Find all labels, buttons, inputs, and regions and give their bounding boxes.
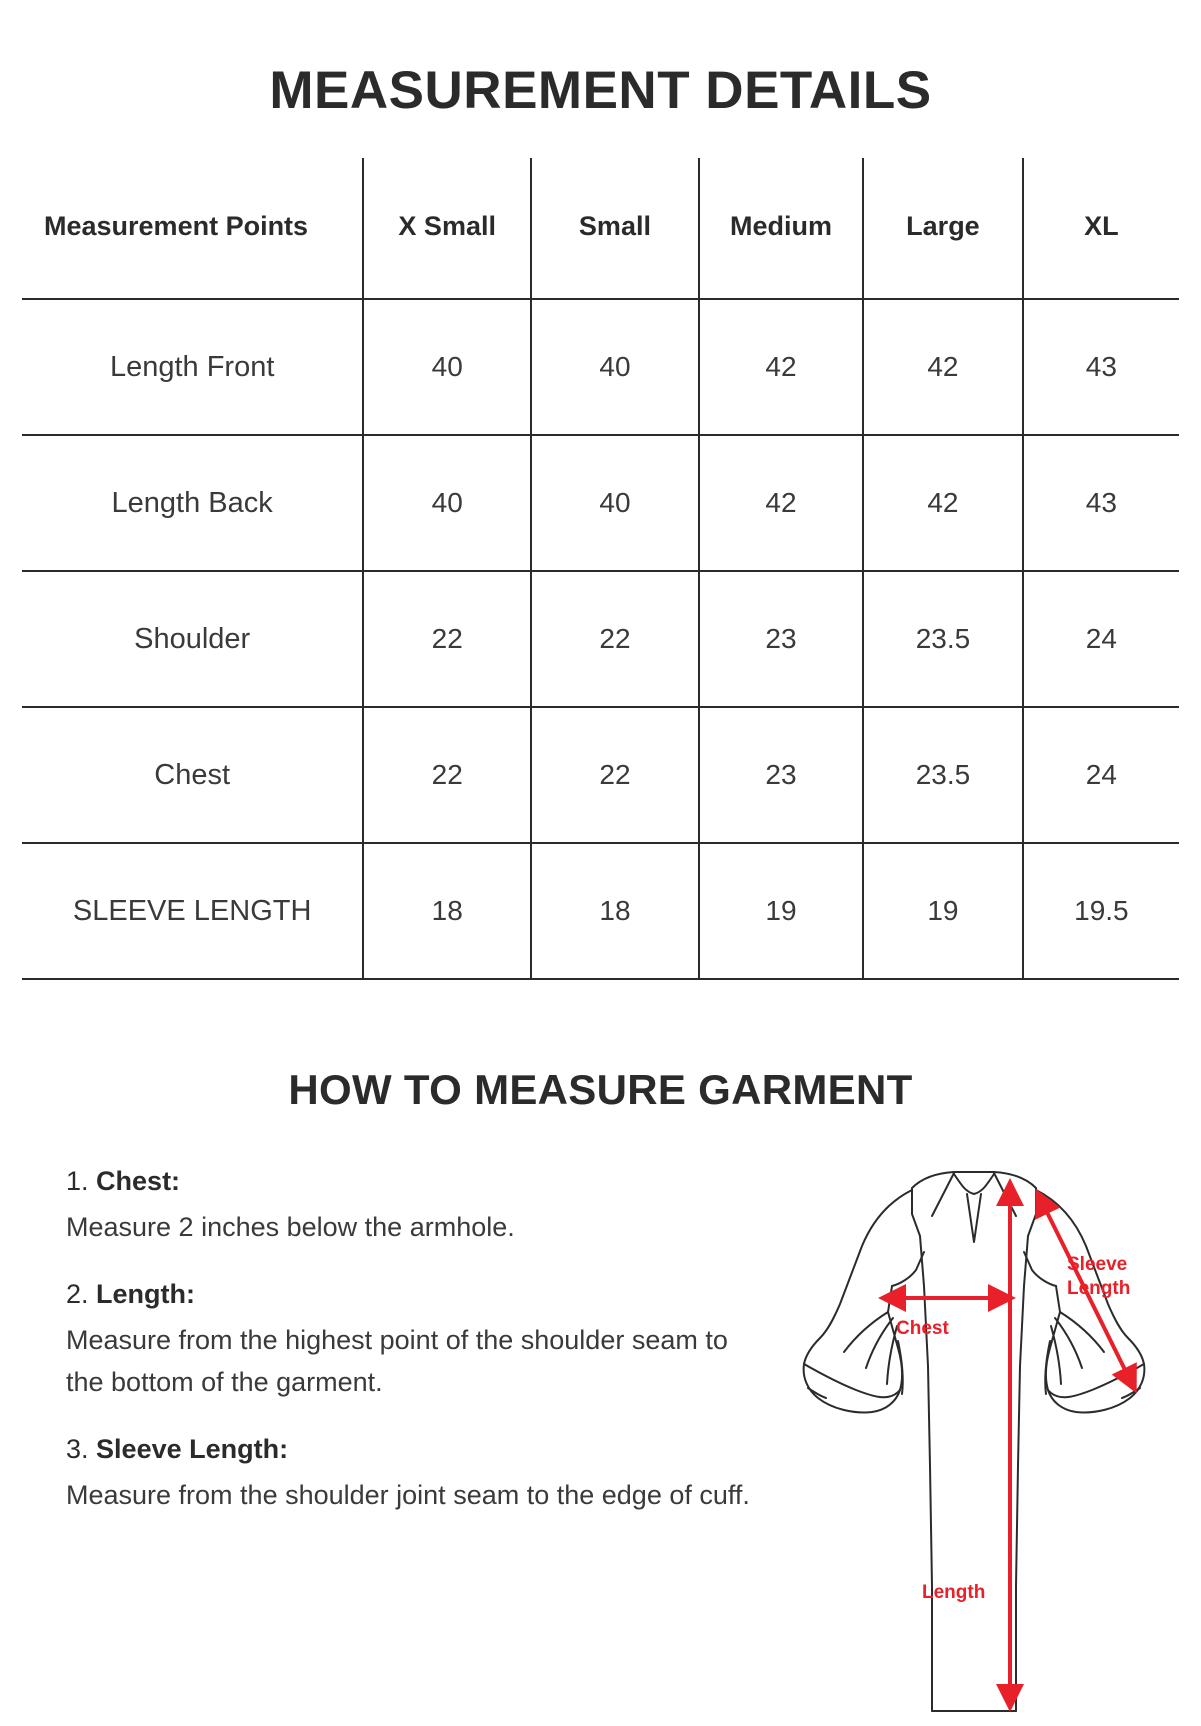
cell-shoulder-x-small: 22 — [363, 571, 531, 707]
cell-length-back-medium: 42 — [699, 435, 863, 571]
instruction-text: Measure from the highest point of the shoulder seam to the bottom of the garment. — [66, 1325, 728, 1398]
table-row — [22, 707, 1179, 843]
row-label-sleeve-length: SLEEVE LENGTH — [22, 843, 363, 979]
measurement-table — [22, 158, 1179, 980]
cell-length-front-medium: 42 — [699, 299, 863, 435]
row-label-chest: Chest — [22, 707, 363, 843]
column-header-small: Small — [531, 158, 699, 299]
cell-shoulder-xl: 24 — [1023, 571, 1179, 707]
column-header-x-small: X Small — [363, 158, 531, 299]
table-row — [22, 571, 1179, 707]
cell-chest-medium: 23 — [699, 707, 863, 843]
cell-chest-small: 22 — [531, 707, 699, 843]
column-header-measurement-points: Measurement Points — [22, 158, 363, 299]
instruction-item-chest — [66, 1162, 756, 1249]
cell-sleeve-length-medium: 19 — [699, 843, 863, 979]
cell-shoulder-medium: 23 — [699, 571, 863, 707]
instruction-text: Measure from the shoulder joint seam to the edge of cuff. — [66, 1480, 750, 1511]
column-header-xl: XL — [1023, 158, 1179, 299]
instruction-item-length — [66, 1275, 756, 1404]
instructions-list — [66, 1162, 756, 1543]
section-title-how-to-measure: HOW TO MEASURE GARMENT — [288, 1066, 913, 1114]
instruction-number: 1. — [66, 1166, 89, 1197]
instruction-term: Sleeve Length: — [96, 1434, 289, 1465]
cell-length-back-x-small: 40 — [363, 435, 531, 571]
dress-outline — [804, 1172, 1145, 1711]
instruction-heading — [66, 1275, 756, 1314]
table-row — [22, 299, 1179, 435]
cell-length-front-xl: 43 — [1023, 299, 1179, 435]
page-title: MEASUREMENT DETAILS — [269, 61, 932, 120]
cell-length-back-small: 40 — [531, 435, 699, 571]
table-header-row — [22, 158, 1179, 299]
row-label-length-front: Length Front — [22, 299, 363, 435]
row-label-shoulder: Shoulder — [22, 571, 363, 707]
chest-label: Chest — [896, 1318, 949, 1340]
instruction-term: Chest: — [96, 1166, 181, 1197]
how-to-measure-section — [0, 1162, 1201, 1726]
garment-diagram — [762, 1166, 1162, 1726]
instruction-number: 3. — [66, 1434, 89, 1465]
instruction-term: Length: — [96, 1279, 196, 1310]
measurement-table-container — [12, 158, 1189, 980]
instruction-text: Measure 2 inches below the armhole. — [66, 1212, 515, 1243]
table-row — [22, 843, 1179, 979]
cell-length-back-xl: 43 — [1023, 435, 1179, 571]
cell-chest-x-small: 22 — [363, 707, 531, 843]
dress-illustration-svg — [762, 1166, 1162, 1726]
cell-length-front-large: 42 — [863, 299, 1023, 435]
column-header-medium: Medium — [699, 158, 863, 299]
column-header-large: Large — [863, 158, 1023, 299]
cell-shoulder-large: 23.5 — [863, 571, 1023, 707]
instruction-heading — [66, 1162, 756, 1201]
table-header — [22, 158, 1179, 299]
row-label-length-back: Length Back — [22, 435, 363, 571]
cell-chest-large: 23.5 — [863, 707, 1023, 843]
cell-length-back-large: 42 — [863, 435, 1023, 571]
length-label: Length — [922, 1582, 986, 1604]
cell-length-front-small: 40 — [531, 299, 699, 435]
cell-sleeve-length-xl: 19.5 — [1023, 843, 1179, 979]
instruction-item-sleeve-length — [66, 1430, 756, 1517]
cell-shoulder-small: 22 — [531, 571, 699, 707]
sleeve-length-label-line2: Length — [1067, 1278, 1131, 1300]
cell-sleeve-length-x-small: 18 — [363, 843, 531, 979]
cell-length-front-x-small: 40 — [363, 299, 531, 435]
table-body — [22, 299, 1179, 979]
cell-sleeve-length-small: 18 — [531, 843, 699, 979]
cell-chest-xl: 24 — [1023, 707, 1179, 843]
table-row — [22, 435, 1179, 571]
instruction-heading — [66, 1430, 756, 1469]
cell-sleeve-length-large: 19 — [863, 843, 1023, 979]
sleeve-length-label-line1: Sleeve — [1067, 1254, 1128, 1276]
instruction-number: 2. — [66, 1279, 89, 1310]
